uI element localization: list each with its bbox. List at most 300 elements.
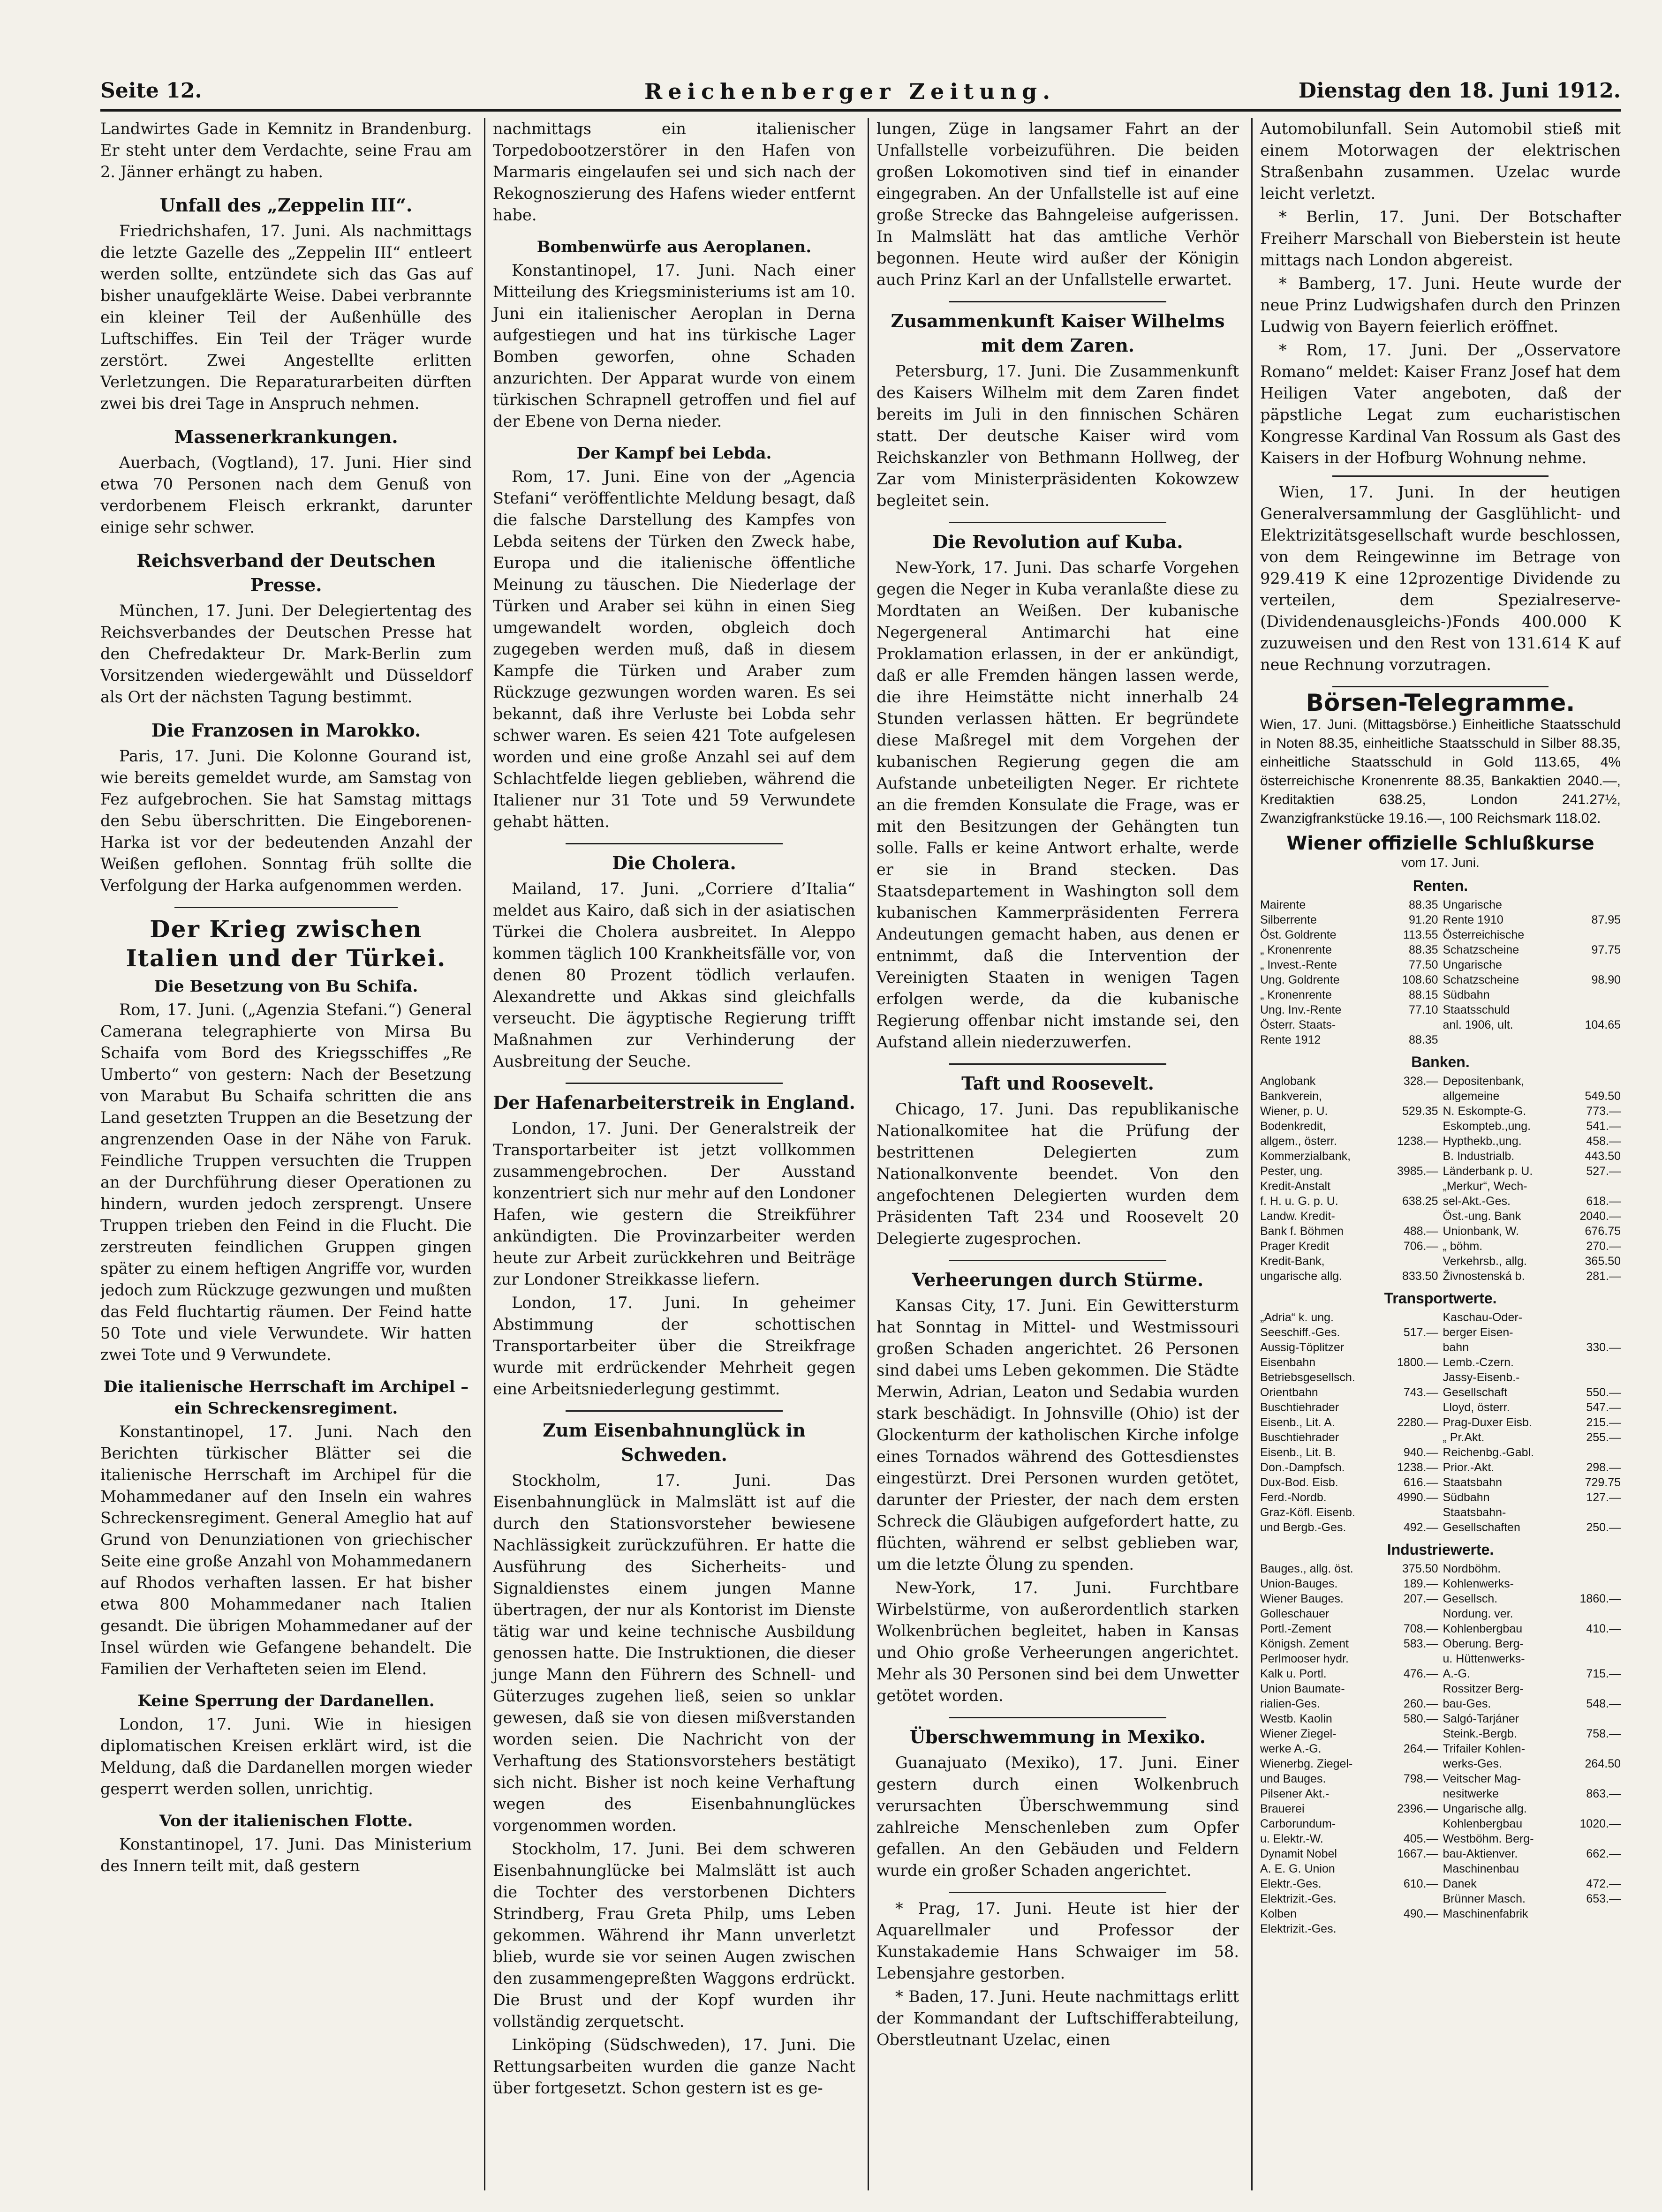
quote-row bbox=[1260, 1636, 1438, 1651]
quote-row bbox=[1260, 1606, 1438, 1621]
quote-name: B. Industrialb. bbox=[1443, 1150, 1515, 1163]
quote-value: 472.— bbox=[1586, 1877, 1621, 1890]
quote-name: Südbahn bbox=[1443, 988, 1490, 1001]
column-3 bbox=[868, 118, 1246, 2190]
quote-name: Kolben bbox=[1260, 1907, 1297, 1920]
quote-name: Buschtiehrader bbox=[1260, 1401, 1339, 1414]
article-marokko bbox=[100, 718, 472, 896]
quote-column bbox=[1443, 1310, 1621, 1535]
quote-value: 708.— bbox=[1403, 1622, 1438, 1635]
quote-row bbox=[1260, 897, 1438, 912]
article-subheadline: Von der italienischen Flotte. bbox=[159, 1812, 413, 1830]
quote-name: Lemb.-Czern. bbox=[1443, 1356, 1514, 1369]
quote-value: 255.— bbox=[1586, 1431, 1621, 1444]
quote-row bbox=[1443, 1561, 1621, 1576]
section-divider bbox=[949, 1717, 1167, 1718]
quote-row bbox=[1260, 1846, 1438, 1861]
quote-name: Öst.-ung. Bank bbox=[1443, 1210, 1521, 1223]
quote-value bbox=[1618, 1002, 1621, 1017]
quote-value: 1238.— bbox=[1397, 1461, 1438, 1474]
quote-value bbox=[1618, 1310, 1621, 1325]
quote-value: 410.— bbox=[1586, 1622, 1621, 1635]
quote-row bbox=[1443, 1445, 1621, 1460]
quote-value bbox=[1435, 1209, 1438, 1224]
article-zusammenkunft bbox=[876, 309, 1239, 512]
quote-row bbox=[1443, 1415, 1621, 1430]
quote-row bbox=[1443, 1861, 1621, 1876]
quote-name: Wiener, p. U. bbox=[1260, 1105, 1328, 1118]
quote-name: nesitwerke bbox=[1443, 1787, 1499, 1800]
quote-name: und Bergb.-Ges. bbox=[1260, 1521, 1346, 1534]
quote-column bbox=[1260, 1561, 1438, 1936]
quote-value bbox=[1618, 1074, 1621, 1089]
quote-name: Dynamit Nobel bbox=[1260, 1847, 1337, 1860]
article-headline: Verheerungen durch Stürme. bbox=[912, 1269, 1204, 1290]
article-text: Konstantinopel, 17. Juni. Nach einer Mitteilung des Kriegsministeriums ist am 10. Juni ein italienischer Aeroplan in Derna aufgestiegen und hat ins türkische Lager Bomben geworfen, ohne Schaden anzurichten. Der Apparat wurde von einem türkischen Schrapnell getroffen und fiel auf der Ebene von Derna nieder. bbox=[493, 261, 855, 430]
quote-value bbox=[1618, 1370, 1621, 1385]
article-text: New-York, 17. Juni. Das scharfe Vorgehen gegen die Neger in Kuba veranlaßte diese zu Mordtaten an Weißen. Der kubanische Negergeneral Antimarchi hat eine Proklamation erlassen, in der er ankündigt, daß er alle Fremden hängen lassen werde, die ihre Heimstätte nicht innerhalb 24 Stunden verlassen hätten. Er begründete diese Maßregel mit dem Vorgehen der kubanischen Regierung gegen die am Aufstande unbeteiligten Neger. Er richtete an die fremden Konsulate die Frage, was er mit den Besitzungen der Gehängten tun solle. Falls er keine Antwort erhalte, werde er sie in Brand stecken. Das Staatsdepartement in Washington soll dem kubanischen Kammerpräsidenten Ferrera Andeutungen gemacht haben, aus denen er entnimmt, daß die Intervention der Vereinigten Staaten in wenigen Tagen erfolgen werde, da die kubanische Regierung offenbar nicht imstande sei, den Aufstand allein niederzuwerfen. bbox=[876, 558, 1239, 1051]
quote-value: 264.— bbox=[1403, 1742, 1438, 1755]
quote-row bbox=[1443, 1831, 1621, 1846]
quote-value bbox=[1618, 1606, 1621, 1621]
quote-value bbox=[1618, 1681, 1621, 1696]
article-text: Stockholm, 17. Juni. Bei dem schweren Eisenbahnunglücke bei Malmslätt ist auch die Tochter des verstorbenen Dichters Strindberg, Frau Greta Philp, ums Leben gekommen. Während ihr Mann unverletzt blieb, wurde sie vor seinen Augen zwischen den zusammengepreßten Waggons erdrückt. Die Brust und der Kopf wurden ihr vollständig zerquetscht. bbox=[493, 1840, 855, 2031]
article-text: Landwirtes Gade in Kemnitz in Brandenburg. Er steht unter dem Verdachte, seine Frau am 2. Jänner erhängt zu haben. bbox=[100, 120, 472, 181]
quote-value bbox=[1435, 1089, 1438, 1104]
quote-name: Eisenbahn bbox=[1260, 1356, 1316, 1369]
quote-row bbox=[1443, 1651, 1621, 1666]
quote-table-renten bbox=[1260, 897, 1621, 1047]
quote-row bbox=[1443, 1179, 1621, 1194]
quote-value bbox=[1435, 1017, 1438, 1032]
quote-value: 281.— bbox=[1586, 1270, 1621, 1283]
article-headline: Zum Eisenbahnunglück in Schweden. bbox=[543, 1420, 806, 1465]
quote-row bbox=[1443, 1621, 1621, 1636]
quote-table-banken bbox=[1260, 1074, 1621, 1284]
quote-name: Westböhm. Berg- bbox=[1443, 1832, 1534, 1845]
article-hafenarbeiterstreik bbox=[493, 1091, 855, 1400]
quote-row bbox=[1260, 1876, 1438, 1891]
article-text: * Rom, 17. Juni. Der „Osservatore Romano“ meldet: Kaiser Franz Josef hat dem Heiligen Vater angeboten, daß der päpstliche Legat zum eucharistischen Kongresse Kardinal Van Rossum als Gast des Kaisers in der Hofburg Wohnung nehme. bbox=[1260, 341, 1621, 467]
quote-row bbox=[1443, 1696, 1621, 1711]
article-subheadline: Der Kampf bei Lebda. bbox=[576, 444, 772, 463]
quote-value bbox=[1618, 1576, 1621, 1591]
quote-row bbox=[1260, 1460, 1438, 1475]
quote-row bbox=[1260, 987, 1438, 1002]
newspaper-title: Reichenberger Zeitung. bbox=[644, 79, 1056, 104]
quote-row bbox=[1443, 1017, 1621, 1032]
quote-name: Elektr.-Ges. bbox=[1260, 1877, 1322, 1890]
quote-column bbox=[1260, 897, 1438, 1047]
quote-value: 4990.— bbox=[1397, 1491, 1438, 1504]
quote-name: Eskompteb.,ung. bbox=[1443, 1120, 1531, 1133]
quote-name: werks-Ges. bbox=[1443, 1757, 1502, 1770]
section-divider bbox=[949, 522, 1167, 523]
article-eisenbahnunglueck bbox=[493, 1418, 855, 2099]
quote-value bbox=[1435, 1179, 1438, 1194]
article-headline: Unfall des „Zeppelin III“. bbox=[159, 195, 413, 216]
quote-row bbox=[1260, 1209, 1438, 1224]
quote-value bbox=[1618, 1636, 1621, 1651]
article-text: Wien, 17. Juni. In der heutigen Generalversammlung der Gasglühlicht- und Elektrizitätsgesellschaft wurde beschlossen, von dem Reingewinne im Betrage von 929.419 K eine 12prozentige Dividende zu verteilen, dem Spezialreserve-(Dividendenausgleichs-)Fonds 400.000 K zuzuweisen und den Rest von 131.614 K auf neue Rechnung vorzutragen. bbox=[1260, 483, 1621, 674]
quote-row bbox=[1443, 1400, 1621, 1415]
quote-row bbox=[1260, 1032, 1438, 1047]
quote-name: Lloyd, österr. bbox=[1443, 1401, 1510, 1414]
quote-row bbox=[1443, 1576, 1621, 1591]
quote-row bbox=[1443, 1891, 1621, 1906]
article-archipel bbox=[100, 1376, 472, 1680]
quote-row bbox=[1260, 1179, 1438, 1194]
article-text: nachmittags ein italienischer Torpedobootzerstörer in den Hafen von Marmaris eingelaufen sei und sich nach der Rekognoszierung des Hafens wieder entfernt habe. bbox=[493, 120, 855, 224]
quote-value bbox=[1618, 1325, 1621, 1340]
quote-value: 189.— bbox=[1403, 1577, 1438, 1590]
quote-name: Prager Kredit bbox=[1260, 1240, 1330, 1253]
quote-value: 443.50 bbox=[1585, 1150, 1621, 1163]
article-text: Konstantinopel, 17. Juni. Nach den Berichten türkischer Blätter sei die italienische Herrschaft im Archipel für die Mohammedaner auf den Inseln ein wahres Schreckensregiment. General Ameglio hat auf Grund von Denunziationen von griechischer Seite eine große Anzahl von Mohammedanern auf Rhodos verhaften lassen. Er hat bisher etwa 800 Mohammedaner nach Italien gesandt. Die übrigen Mohammedaner auf der Insel würden wie Gefangene behandelt. Die Familien der Verhafteten seien im Elend. bbox=[100, 1422, 472, 1678]
quote-row bbox=[1443, 1786, 1621, 1801]
quote-name: Kalk u. Portl. bbox=[1260, 1667, 1327, 1680]
quote-name: Ungarische bbox=[1443, 898, 1502, 911]
quote-row bbox=[1260, 1756, 1438, 1771]
quote-row bbox=[1443, 1239, 1621, 1254]
quote-value bbox=[1435, 1149, 1438, 1164]
quote-value: 458.— bbox=[1586, 1135, 1621, 1148]
quote-name: Anglobank bbox=[1260, 1075, 1316, 1088]
quote-name: Nordung. ver. bbox=[1443, 1607, 1513, 1620]
quote-value: 580.— bbox=[1403, 1712, 1438, 1725]
quote-value: 476.— bbox=[1403, 1667, 1438, 1680]
quote-row bbox=[1260, 972, 1438, 987]
quote-name: Aussig-Töplitzer bbox=[1260, 1341, 1345, 1354]
section-divider bbox=[174, 907, 397, 908]
quote-name: „Adria“ k. ung. bbox=[1260, 1311, 1334, 1324]
quote-row bbox=[1260, 1801, 1438, 1816]
quote-name: Orientbahn bbox=[1260, 1386, 1318, 1399]
quote-name: Rente 1910 bbox=[1443, 913, 1503, 926]
quote-value bbox=[1435, 1119, 1438, 1134]
quote-row bbox=[1443, 1310, 1621, 1325]
quote-value bbox=[1435, 1400, 1438, 1415]
quote-row bbox=[1260, 1254, 1438, 1269]
article-text: Automobilunfall. Sein Automobil stieß mit einem Motorwagen der elektrischen Straßenbahn zusammen. Uzelac wurde leicht verletzt. bbox=[1260, 120, 1621, 203]
quote-value: 773.— bbox=[1586, 1105, 1621, 1118]
quote-row bbox=[1443, 1002, 1621, 1017]
article-headline: Überschwemmung in Mexiko. bbox=[909, 1726, 1206, 1747]
quote-value bbox=[1618, 1651, 1621, 1666]
quote-value: 405.— bbox=[1403, 1832, 1438, 1845]
quote-value bbox=[1435, 1651, 1438, 1666]
quote-name: allgem., österr. bbox=[1260, 1135, 1337, 1148]
quote-name: ungarische allg. bbox=[1260, 1270, 1343, 1283]
quote-value: 676.75 bbox=[1585, 1225, 1621, 1238]
quote-name: Westb. Kaolin bbox=[1260, 1712, 1332, 1725]
quote-value: 541.— bbox=[1586, 1120, 1621, 1133]
quote-row bbox=[1260, 1831, 1438, 1846]
quote-value: 98.90 bbox=[1591, 973, 1621, 986]
quote-name: „ böhm. bbox=[1443, 1240, 1483, 1253]
quote-name: Union-Bauges. bbox=[1260, 1577, 1338, 1590]
quote-name: berger Eisen- bbox=[1443, 1326, 1513, 1339]
quote-name: Reichenbg.-Gabl. bbox=[1443, 1446, 1534, 1459]
quote-name: Portl.-Zement bbox=[1260, 1622, 1331, 1635]
quote-value: 264.50 bbox=[1585, 1757, 1621, 1770]
quote-name: Ferd.-Nordb. bbox=[1260, 1491, 1327, 1504]
quote-row bbox=[1260, 1520, 1438, 1535]
quote-row bbox=[1260, 1385, 1438, 1400]
quote-value bbox=[1435, 1254, 1438, 1269]
quote-row bbox=[1443, 957, 1621, 972]
quote-section-heading: Banken. bbox=[1411, 1053, 1470, 1070]
article-dardanellen bbox=[100, 1690, 472, 1800]
quote-name: und Bauges. bbox=[1260, 1772, 1326, 1785]
quote-row bbox=[1260, 1445, 1438, 1460]
quote-row bbox=[1443, 1194, 1621, 1209]
quote-value: 2040.— bbox=[1579, 1210, 1621, 1223]
quote-value bbox=[1618, 1505, 1621, 1520]
section-divider bbox=[949, 301, 1167, 302]
quote-name: Maschinenbau bbox=[1443, 1862, 1519, 1875]
quote-row bbox=[1443, 1224, 1621, 1239]
quote-row bbox=[1443, 1370, 1621, 1385]
quote-row bbox=[1443, 1906, 1621, 1921]
article-text: Petersburg, 17. Juni. Die Zusammenkunft des Kaisers Wilhelm mit dem Zaren findet bereits im Juli in den finnischen Schären statt. Der deutsche Kaiser wird vom Reichskanzler von Bethmann Hollweg, der Zar vom Ministerpräsidenten Kokowzew begleitet sein. bbox=[876, 362, 1239, 510]
quote-value bbox=[1435, 1816, 1438, 1831]
article-text: * Bamberg, 17. Juni. Heute wurde der neue Prinz Ludwigshafen durch den Prinzen Ludwig von Bayern feierlich eröffnet. bbox=[1260, 274, 1621, 336]
quote-name: Kommerzialbank, bbox=[1260, 1150, 1351, 1163]
quote-value bbox=[1618, 1445, 1621, 1460]
article-notizen bbox=[876, 1898, 1239, 2051]
quote-value: 91.20 bbox=[1408, 913, 1438, 926]
quote-value: 610.— bbox=[1403, 1877, 1438, 1890]
quote-value: 1238.— bbox=[1397, 1135, 1438, 1148]
article-text: Chicago, 17. Juni. Das republikanische Nationalkomitee hat die Prüfung der bestrittenen Delegierten zum Nationalkonvente beendet. Von den angefochtenen Delegierten wurden dem Präsidenten Taft 234 und Roosevelt 20 Delegierte zugesprochen. bbox=[876, 1100, 1239, 1248]
article-headline: Die Revolution auf Kuba. bbox=[932, 531, 1183, 552]
quote-name: Živnostenská b. bbox=[1443, 1270, 1525, 1283]
quote-value: 1800.— bbox=[1397, 1356, 1438, 1369]
quote-row bbox=[1260, 1310, 1438, 1325]
quote-row bbox=[1443, 1355, 1621, 1370]
quote-value: 729.75 bbox=[1585, 1476, 1621, 1489]
quote-value bbox=[1435, 1505, 1438, 1520]
quote-name: Betriebsgesellsch. bbox=[1260, 1371, 1355, 1384]
quote-table-industrie bbox=[1260, 1561, 1621, 1936]
quote-name: Steink.-Bergb. bbox=[1443, 1727, 1517, 1740]
quote-row bbox=[1443, 1269, 1621, 1284]
quote-name: Salgó-Tarjáner bbox=[1443, 1712, 1519, 1725]
article-lebda bbox=[493, 443, 855, 833]
article-text: * Berlin, 17. Juni. Der Botschafter Freiherr Marschall von Bieberstein ist heute mittags nach London abgereist. bbox=[1260, 208, 1621, 269]
quote-value bbox=[1435, 1786, 1438, 1801]
quote-row bbox=[1443, 1505, 1621, 1520]
quote-value: 833.50 bbox=[1402, 1270, 1438, 1283]
quote-value: 104.65 bbox=[1585, 1018, 1621, 1031]
boersen-telegramme bbox=[1260, 689, 1621, 1936]
section-divider bbox=[949, 1063, 1167, 1065]
quote-row bbox=[1443, 1385, 1621, 1400]
quote-name: Bank f. Böhmen bbox=[1260, 1225, 1344, 1238]
quote-value: 328.— bbox=[1403, 1075, 1438, 1088]
section-divider bbox=[566, 1083, 783, 1084]
quote-row bbox=[1443, 972, 1621, 987]
quote-name: Königsh. Zement bbox=[1260, 1637, 1349, 1650]
article-headline: Der Hafenarbeiterstreik in England. bbox=[493, 1092, 855, 1113]
quote-value: 77.50 bbox=[1408, 958, 1438, 971]
quote-row bbox=[1443, 1089, 1621, 1104]
quote-value: 618.— bbox=[1586, 1195, 1621, 1208]
quote-name: Gesellschaft bbox=[1443, 1386, 1508, 1399]
article-continued bbox=[493, 118, 855, 226]
quote-row bbox=[1260, 1239, 1438, 1254]
quote-name: Nordböhm. bbox=[1443, 1562, 1501, 1575]
columns bbox=[100, 118, 1621, 2190]
quote-value bbox=[1618, 1906, 1621, 1921]
article-continued bbox=[100, 118, 472, 183]
quote-row bbox=[1260, 1119, 1438, 1134]
quote-row bbox=[1260, 1370, 1438, 1385]
quote-value: 108.60 bbox=[1402, 973, 1438, 986]
quote-name: „ Invest.-Rente bbox=[1260, 958, 1337, 971]
article-headline: Die Cholera. bbox=[612, 852, 736, 873]
section-divider bbox=[566, 843, 783, 844]
quote-row bbox=[1260, 927, 1438, 942]
quote-value: 365.50 bbox=[1585, 1255, 1621, 1268]
quote-row bbox=[1443, 1134, 1621, 1149]
quote-name: Rente 1912 bbox=[1260, 1033, 1321, 1046]
quote-value: 87.95 bbox=[1591, 913, 1621, 926]
quote-row bbox=[1443, 1591, 1621, 1606]
quote-value: 270.— bbox=[1586, 1240, 1621, 1253]
quote-name: Bankverein, bbox=[1260, 1090, 1322, 1103]
article-mexiko bbox=[876, 1725, 1239, 1881]
quote-table-transport bbox=[1260, 1310, 1621, 1535]
quote-name: Graz-Köfl. Eisenb. bbox=[1260, 1506, 1355, 1519]
quote-name: bau-Aktienver. bbox=[1443, 1847, 1518, 1860]
quote-name: Mairente bbox=[1260, 898, 1306, 911]
quote-name: Eisenb., Lit. B. bbox=[1260, 1446, 1336, 1459]
quote-name: Verkehrsb., allg. bbox=[1443, 1255, 1527, 1268]
article-text: Paris, 17. Juni. Die Kolonne Gourand ist, wie bereits gemeldet wurde, am Samstag von Fez aufgebrochen. Sie hat Samstag mittags den Sebu überschritten. Die Eingeborenen-Harka ist vor der bedeutenden Anzahl der Weißen geflohen. Sonntag früh sollte die Verfolgung der Harka aufgenommen werden. bbox=[100, 747, 472, 895]
quote-name: Rossitzer Berg- bbox=[1443, 1682, 1524, 1695]
quote-row bbox=[1443, 1606, 1621, 1621]
article-continued bbox=[876, 118, 1239, 291]
quote-row bbox=[1260, 1490, 1438, 1505]
quote-name: Kohlenbergbau bbox=[1443, 1622, 1523, 1635]
quote-row bbox=[1443, 1801, 1621, 1816]
quote-row bbox=[1443, 1490, 1621, 1505]
quote-value bbox=[1618, 1179, 1621, 1194]
quote-value bbox=[1435, 1891, 1438, 1906]
quote-row bbox=[1443, 1771, 1621, 1786]
article-subheadline: Die Besetzung von Bu Schifa. bbox=[154, 977, 418, 996]
schlusskurse-date: vom 17. Juni. bbox=[1401, 855, 1480, 870]
quote-name: Unionbank, W. bbox=[1443, 1225, 1519, 1238]
article-headline: Die Franzosen in Marokko. bbox=[151, 720, 421, 741]
quote-name: Staatsschuld bbox=[1443, 1003, 1510, 1016]
quote-name: Bodenkredit, bbox=[1260, 1120, 1326, 1133]
quote-name: Wiener Ziegel- bbox=[1260, 1727, 1337, 1740]
quote-name: Seeschiff.-Ges. bbox=[1260, 1326, 1340, 1339]
quote-value: 2280.— bbox=[1397, 1416, 1438, 1429]
quote-row bbox=[1260, 1711, 1438, 1726]
article-cholera bbox=[493, 851, 855, 1072]
article-flotte bbox=[100, 1810, 472, 1877]
quote-name: Union Baumate- bbox=[1260, 1682, 1345, 1695]
quote-name: Prior.-Akt. bbox=[1443, 1461, 1495, 1474]
quote-row bbox=[1260, 1891, 1438, 1906]
quote-value: 549.50 bbox=[1585, 1090, 1621, 1103]
quote-row bbox=[1443, 1475, 1621, 1490]
quote-value: 715.— bbox=[1586, 1667, 1621, 1680]
quote-row bbox=[1260, 1681, 1438, 1696]
quote-value: 375.50 bbox=[1402, 1562, 1438, 1575]
quote-column bbox=[1260, 1310, 1438, 1535]
quote-name: sel-Akt.-Ges. bbox=[1443, 1195, 1511, 1208]
quote-row bbox=[1443, 942, 1621, 957]
quote-name: rialien-Ges. bbox=[1260, 1697, 1320, 1710]
article-headline: Zusammenkunft Kaiser Wilhelms mit dem Zaren. bbox=[891, 310, 1225, 356]
quote-row bbox=[1260, 1017, 1438, 1032]
quote-value bbox=[1435, 1921, 1438, 1936]
quote-name: Pester, ung. bbox=[1260, 1165, 1323, 1178]
quote-value: 330.— bbox=[1586, 1341, 1621, 1354]
article-text: Linköping (Südschweden), 17. Juni. Die Rettungsarbeiten wurden die ganze Nacht über fortgesetzt. Schon gestern ist es ge- bbox=[493, 2036, 855, 2097]
quote-row bbox=[1443, 1666, 1621, 1681]
quote-row bbox=[1260, 957, 1438, 972]
article-kuba bbox=[876, 530, 1239, 1053]
quote-name: Golleschauer bbox=[1260, 1607, 1330, 1620]
section-divider bbox=[1332, 475, 1549, 477]
quote-name: Gesellschaften bbox=[1443, 1521, 1520, 1534]
quote-value: 662.— bbox=[1586, 1847, 1621, 1860]
quote-value bbox=[1435, 1370, 1438, 1385]
quote-row bbox=[1260, 1505, 1438, 1520]
quote-name: bau-Ges. bbox=[1443, 1697, 1491, 1710]
quote-name: Ung. Goldrente bbox=[1260, 973, 1340, 986]
article-subheadline: Bombenwürfe aus Aeroplanen. bbox=[536, 238, 812, 256]
article-text: München, 17. Juni. Der Delegiertentag des Reichsverbandes der Deutschen Presse hat den Chefredakteur Dr. Mark-Berlin zum Vorsitzenden wiedergewählt und Düsseldorf als Ort der nächsten Tagung bestimmt. bbox=[100, 602, 472, 706]
quote-value: 583.— bbox=[1403, 1637, 1438, 1650]
quote-value bbox=[1618, 1771, 1621, 1786]
quote-row bbox=[1260, 1651, 1438, 1666]
quote-name: Südbahn bbox=[1443, 1491, 1490, 1504]
quote-name: allgemeine bbox=[1443, 1090, 1500, 1103]
quote-value bbox=[1618, 1355, 1621, 1370]
quote-name: A. E. G. Union bbox=[1260, 1862, 1335, 1875]
article-text: Rom, 17. Juni. („Agenzia Stefani.“) General Camerana telegraphierte von Mirsa Bu Schaifa vom Bord des Kriegsschiffes „Re Umberto“ von gestern: Nach der Besetzung von Marabut Bu Schaifa schritten die ans Land gesetzten Truppen an die Besetzung der angrenzenden Oase in der Nähe von Faruk. Feindliche Truppen versuchten die Truppen an der Durchführung dieser Operationen zu hindern, wurden jedoch zersprengt. Unsere Truppen trieben den Feind in die Flucht. Die zerstreuten feindlichen Gruppen gingen später zu einem heftigen Angriffe vor, wurden jedoch zum Rückzuge gezwungen und mußten das Feld fluchtartig räumen. Der Feind hatte 50 Tote und viele Verwundete. Wir hatten zwei Tote und 9 Verwundete. bbox=[100, 1001, 472, 1364]
quote-name: Ung. Inv.-Rente bbox=[1260, 1003, 1342, 1016]
quote-row bbox=[1443, 1074, 1621, 1089]
article-headline: Taft und Roosevelt. bbox=[961, 1073, 1154, 1094]
quote-row bbox=[1443, 1325, 1621, 1340]
quote-row bbox=[1260, 1164, 1438, 1179]
quote-row bbox=[1443, 1636, 1621, 1651]
quote-value: 260.— bbox=[1403, 1697, 1438, 1710]
quote-row bbox=[1260, 1089, 1438, 1104]
section-divider bbox=[949, 1260, 1167, 1261]
quote-row bbox=[1443, 1816, 1621, 1831]
quote-row bbox=[1260, 1621, 1438, 1636]
article-text: London, 17. Juni. In geheimer Abstimmung der schottischen Transportarbeiter über die Streikfrage wurde mit erdrückender Mehrheit gegen eine Arbeitsniederlegung gestimmt. bbox=[493, 1294, 855, 1398]
quote-row bbox=[1260, 1475, 1438, 1490]
quote-row bbox=[1443, 1460, 1621, 1475]
quote-row bbox=[1260, 1696, 1438, 1711]
quote-row bbox=[1260, 1269, 1438, 1284]
quote-name: „ Pr.Akt. bbox=[1443, 1431, 1485, 1444]
quote-row bbox=[1260, 1576, 1438, 1591]
quote-row bbox=[1443, 1119, 1621, 1134]
quote-value bbox=[1618, 1801, 1621, 1816]
quote-value: 2396.— bbox=[1397, 1802, 1438, 1815]
